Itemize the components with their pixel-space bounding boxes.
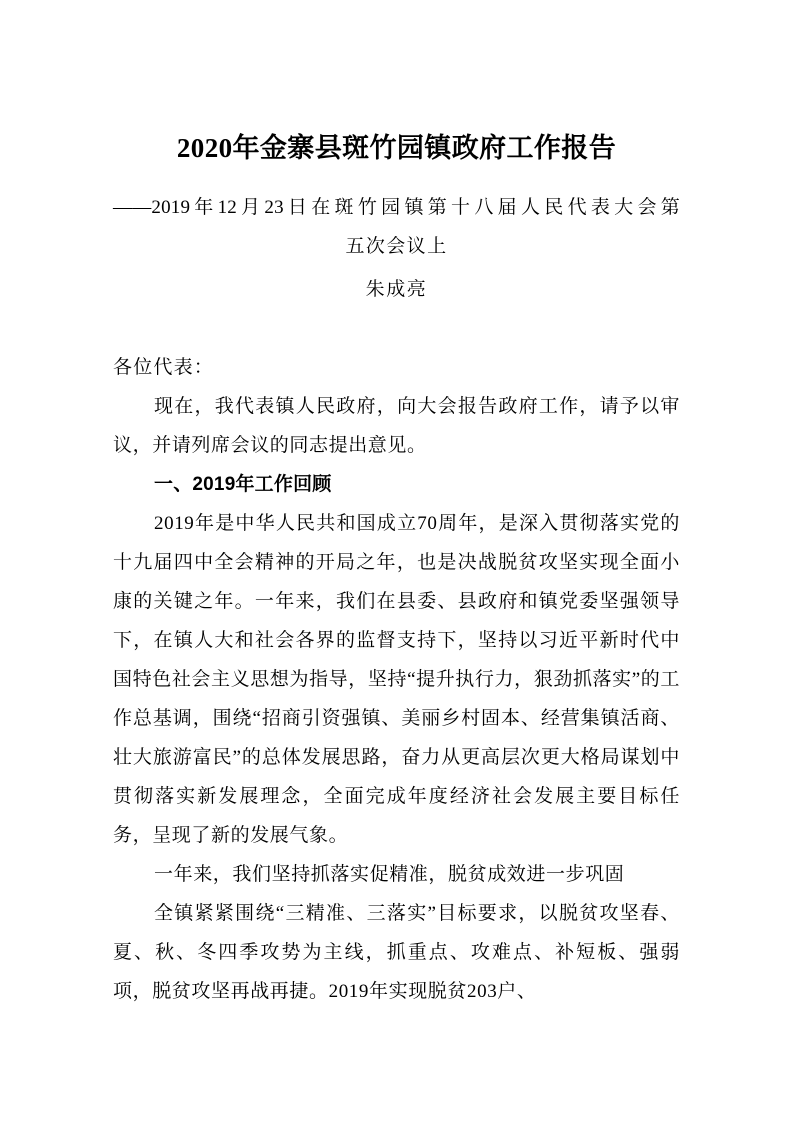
document-subtitle-line-2: 五次会议上 (345, 236, 448, 257)
document-body (113, 348, 680, 1011)
body-paragraph: 一年来，我们坚持抓落实促精准，脱贫成效进一步巩固 (154, 864, 625, 885)
document-author: 朱成亮 (365, 279, 428, 300)
body-paragraph: 全镇紧紧围绕“三精准、三落实”目标要求，以脱贫攻坚春、夏、秋、冬四季攻势为主线，抓重点、攻难点、补短板、强弱项，脱贫攻坚再战再捷。2019年实现脱贫203户、 (113, 903, 680, 1002)
page-title: 2020年金寨县斑竹园镇政府工作报告 (176, 133, 617, 163)
body-paragraph: 2019年是中华人民共和国成立70周年，是深入贯彻落实党的十九届四中全会精神的开局之年，也是决战脱贫攻坚实现全面小康的关键之年。一年来，我们在县委、县政府和镇党委坚强领导下，在镇人大和社会各界的监督支持下，坚持以习近平新时代中国特色社会主义思想为指导，坚持“提升执行力，狠劲抓落实”的工作总基调，围绕“招商引资强镇、美丽乡村固本、经营集镇活商、壮大旅游富民”的总体发展思路，奋力从更高层次更大格局谋划中贯彻落实新发展理念，全面完成年度经济社会发展主要目标任务，呈现了新的发展气象。 (113, 513, 680, 846)
intro-paragraph: 现在，我代表镇人民政府，向大会报告政府工作，请予以审议，并请列席会议的同志提出意见。 (113, 396, 680, 456)
document-subtitle-line-1: ——2019年12月23日在斑竹园镇第十八届人民代表大会第 (113, 197, 680, 218)
salutation: 各位代表： (113, 357, 215, 378)
section-heading-2019-review: 一、2019年工作回顾 (154, 474, 332, 495)
